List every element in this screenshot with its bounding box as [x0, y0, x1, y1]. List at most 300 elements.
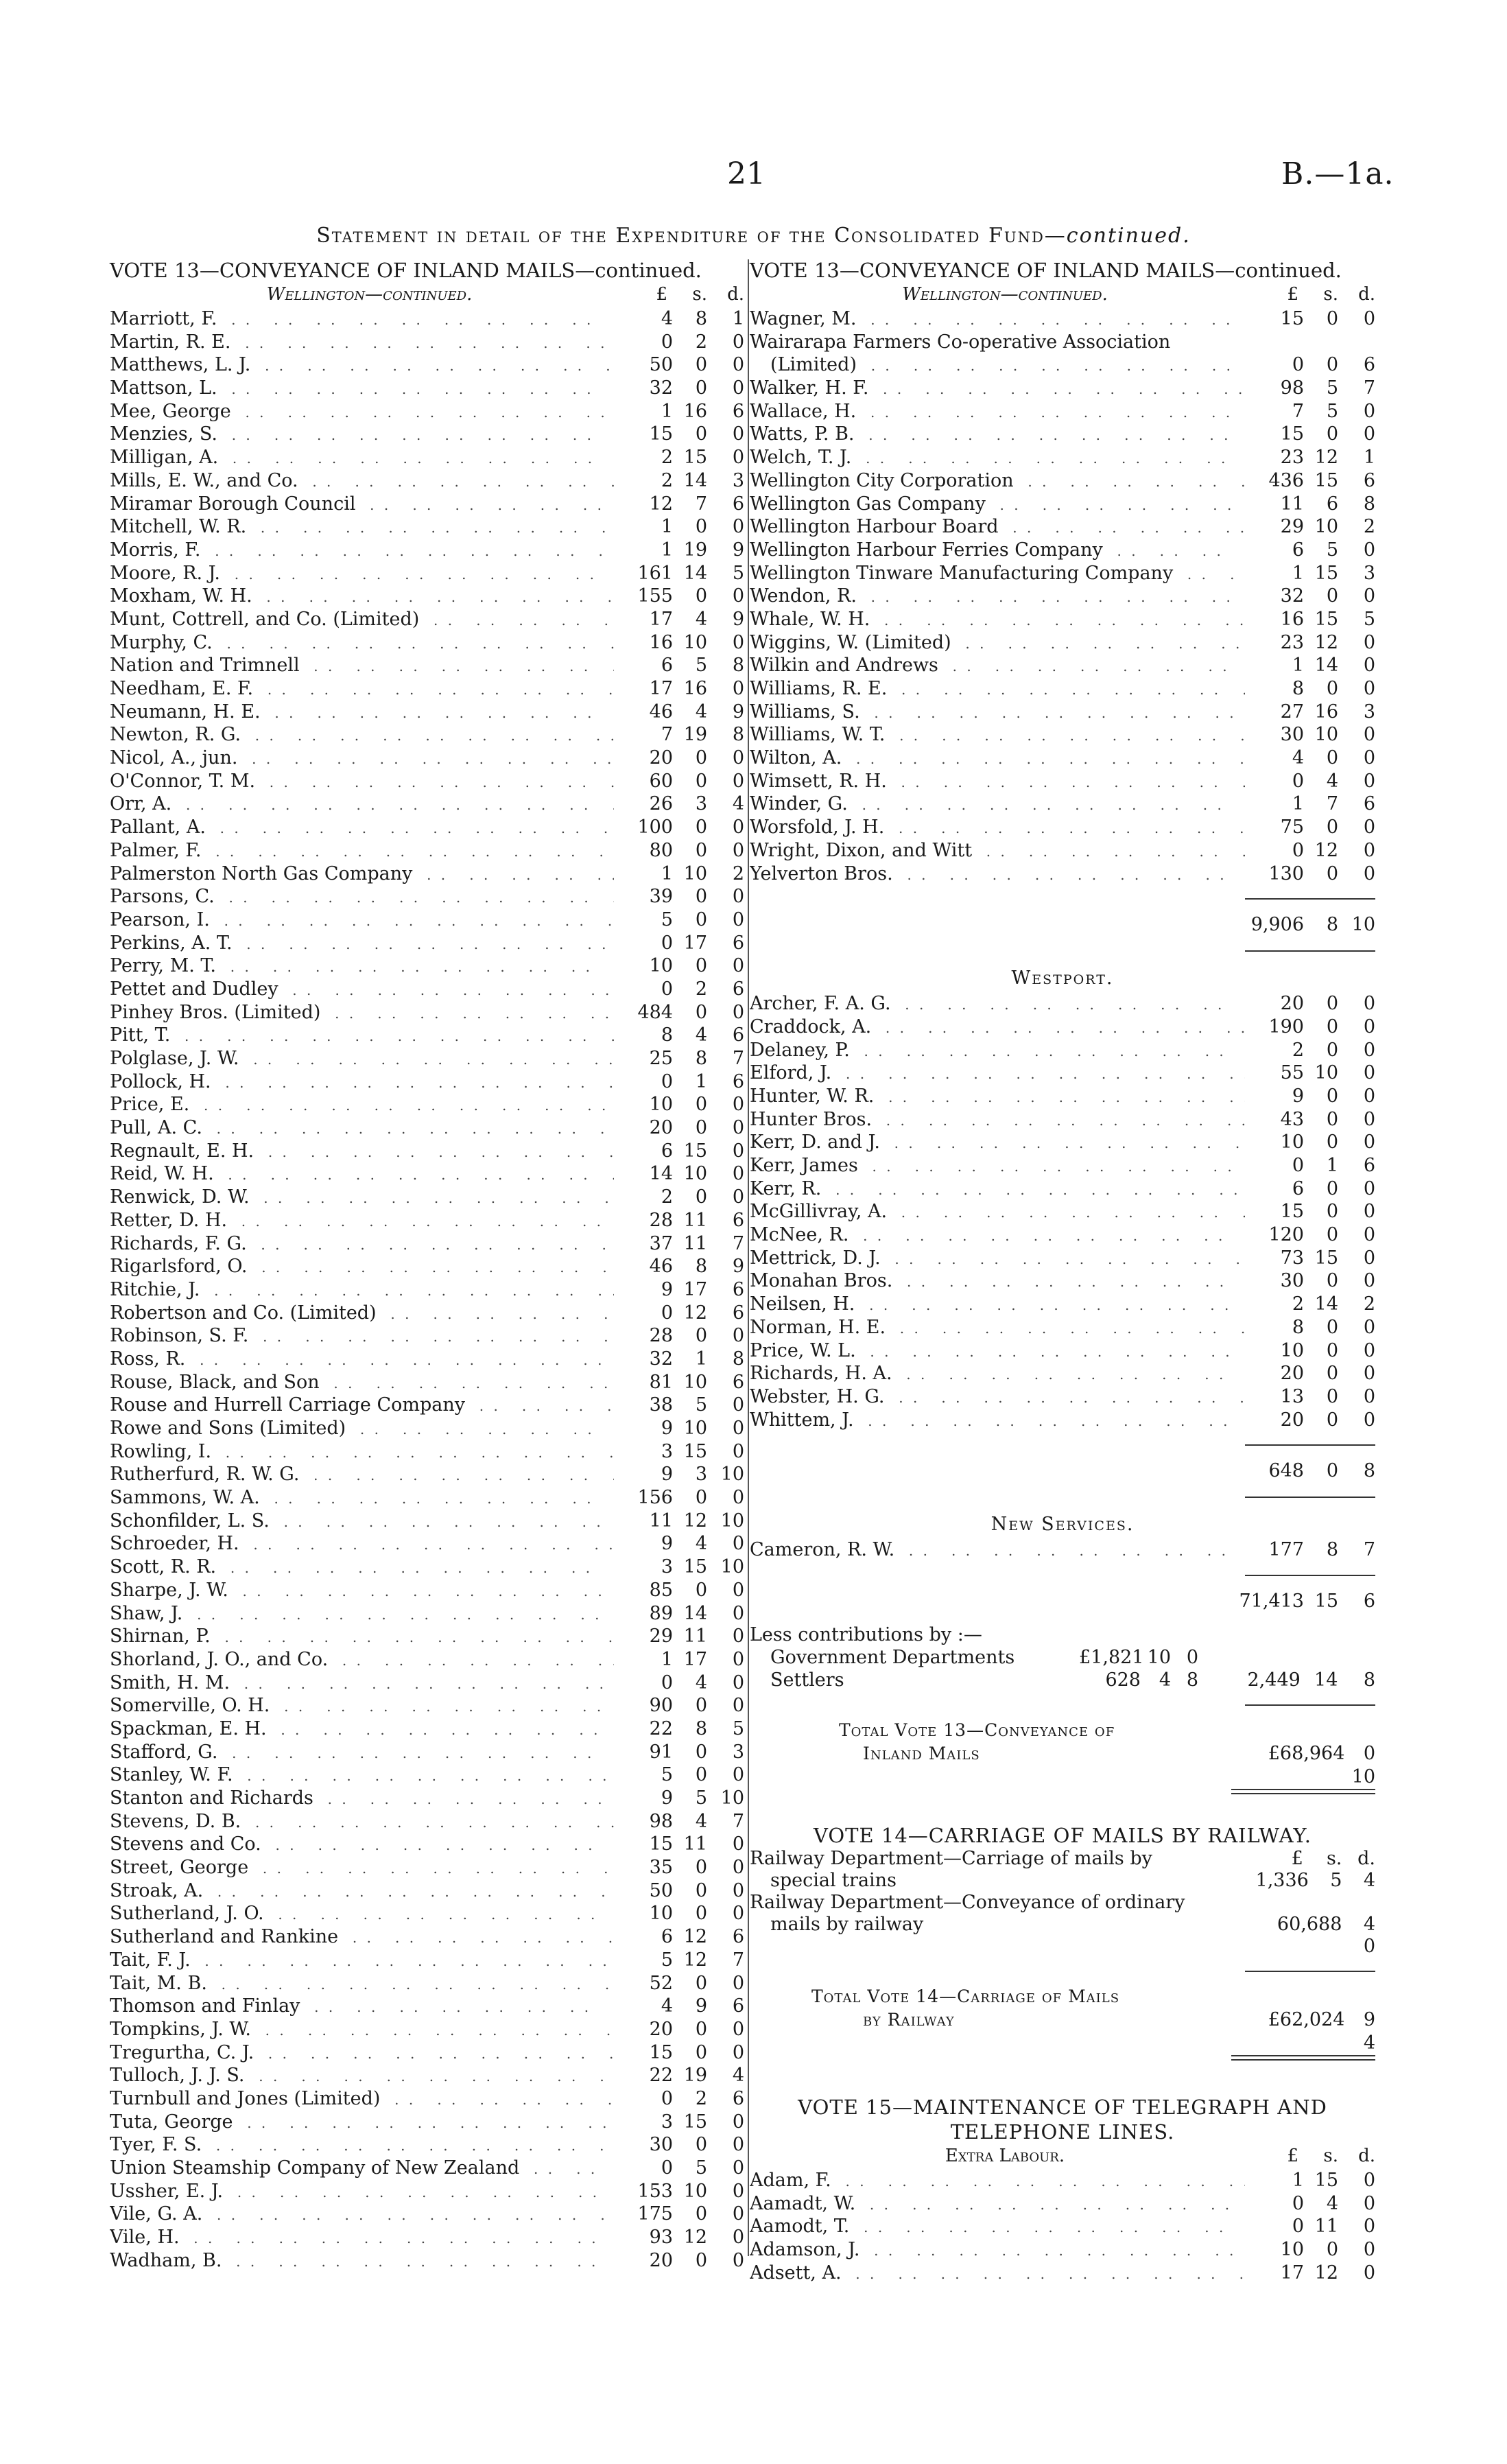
amount-pounds: 37	[649, 1232, 673, 1254]
amount-pence: 0	[732, 1140, 744, 1162]
amount-shillings: 15	[683, 1440, 707, 1462]
rail-row-2b	[750, 1914, 1375, 1958]
payee-name: Monahan Bros. . .	[750, 1269, 1245, 1294]
ledger-row	[750, 1016, 1375, 1039]
amount-shillings: 10	[1314, 724, 1338, 746]
amount-pence: 0	[732, 585, 744, 607]
currency-shillings-label: s.	[1323, 2145, 1338, 2166]
amount-pounds: 1	[661, 863, 673, 884]
amount-pence: 7	[1363, 1539, 1375, 1561]
amount-pounds: 6	[1292, 539, 1304, 561]
payee-name: Wilkin and Andrews . .	[750, 654, 1245, 679]
rail-row-2-shillings: 4	[1363, 1913, 1375, 1935]
payee-name: Sammons, W. A. . .	[110, 1486, 614, 1511]
ledger-row	[110, 1856, 744, 1879]
amount-shillings: 10	[683, 1163, 707, 1185]
ledger-row	[110, 2111, 744, 2134]
payee-name: Worsfold, J. H. . .	[750, 816, 1245, 841]
amount-shillings: 0	[695, 2018, 707, 2040]
amount-pounds: 177	[1268, 1539, 1304, 1561]
ledger-row	[110, 608, 744, 631]
amount-shillings: 5	[1326, 400, 1338, 422]
amount-shillings: 0	[695, 955, 707, 977]
ledger-row	[110, 1209, 744, 1232]
amount-pence: 6	[732, 400, 744, 422]
payee-name: Pitt, T. . .	[110, 1024, 614, 1048]
ledger-row	[110, 1162, 744, 1186]
payee-name: McNee, R. . .	[750, 1223, 1245, 1248]
payee-name: Martin, R. E. . .	[110, 331, 614, 355]
amount-pence: 0	[1363, 1039, 1375, 1061]
amount-pounds: 0	[1292, 839, 1304, 861]
amount-pence: 0	[1363, 2262, 1375, 2284]
amount-shillings: 14	[683, 562, 707, 584]
rail-row-1-pence: 4	[1363, 1869, 1375, 1891]
amount-shillings: 15	[683, 447, 707, 469]
rule-line	[750, 1562, 1375, 1589]
amount-pounds: 16	[649, 631, 673, 653]
amount-pence: 0	[732, 1440, 744, 1462]
amount-pence: 0	[1363, 1224, 1375, 1246]
ledger-row	[110, 2133, 744, 2157]
amount-pence: 3	[1363, 701, 1375, 723]
amount-pence: 0	[1363, 1247, 1375, 1269]
amount-shillings: 0	[695, 1741, 707, 1763]
amount-shillings: 5	[695, 1394, 707, 1416]
ledger-row	[110, 770, 744, 793]
amount-pence: 6	[732, 1070, 744, 1092]
amount-shillings: 8	[695, 1717, 707, 1739]
amount-pence: 0	[1363, 423, 1375, 445]
amount-pence: 3	[1363, 562, 1375, 584]
amount-shillings: 19	[683, 539, 707, 561]
amount-pounds: 22	[649, 1717, 673, 1739]
ledger-row	[750, 469, 1375, 493]
amount-pounds: 1	[1292, 562, 1304, 584]
rail-row-1-shillings: 5	[1330, 1869, 1342, 1891]
amount-shillings: 0	[695, 354, 707, 376]
amount-shillings: 12	[683, 2227, 707, 2249]
amount-pence: 2	[1363, 516, 1375, 538]
amount-pounds: 20	[649, 747, 673, 769]
payee-name: Nation and Trimnell . .	[110, 654, 614, 679]
amount-pence: 0	[732, 1602, 744, 1624]
amount-shillings: 0	[695, 886, 707, 908]
amount-shillings: 0	[1326, 1201, 1338, 1223]
amount-pounds: 11	[1280, 493, 1304, 515]
amount-shillings: 11	[683, 1209, 707, 1231]
amount-pence: 0	[1363, 1270, 1375, 1292]
amount-shillings: 0	[695, 377, 707, 399]
amount-shillings: 0	[1326, 1085, 1338, 1107]
amount-pence: 9	[732, 701, 744, 723]
amount-pounds: 10	[1280, 1131, 1304, 1153]
amount-pounds: 15	[1280, 308, 1304, 329]
amount-pence: 0	[732, 2180, 744, 2202]
payee-name: Pollock, H. . .	[110, 1070, 614, 1095]
amount-pounds: 0	[1292, 1155, 1304, 1176]
less-contributions-label-row	[750, 1623, 1375, 1646]
amount-pounds: 4	[661, 1995, 673, 2017]
amount-pence: 0	[1363, 839, 1375, 861]
amount-pence: 10	[720, 1556, 744, 1578]
ledger-row	[750, 353, 1375, 377]
payee-name: Marriott, F. . .	[110, 307, 614, 332]
amount-pence: 0	[732, 2203, 744, 2225]
amount-pounds: 43	[1280, 1108, 1304, 1130]
right-subheading-row	[750, 283, 1375, 307]
payee-name: Tyer, F. S. . .	[110, 2133, 614, 2158]
payee-name: Palmerston North Gas Company . .	[110, 863, 614, 887]
payee-name: Norman, H. E. . .	[750, 1316, 1245, 1341]
amount-pounds: 17	[1280, 2262, 1304, 2284]
amount-pounds: 25	[649, 1048, 673, 1069]
amount-shillings: 8	[695, 1256, 707, 1278]
payee-name: Tulloch, J. J. S. . .	[110, 2064, 614, 2089]
payee-name: O'Connor, T. M. . .	[110, 770, 614, 795]
ledger-row	[110, 1972, 744, 1995]
ledger-row	[110, 816, 744, 839]
currency-shillings-label: s.	[692, 284, 707, 305]
amount-shillings: 8	[695, 308, 707, 329]
ledger-row	[750, 2215, 1375, 2238]
amount-pence: 4	[732, 793, 744, 815]
payee-name: Wairarapa Farmers Co-operative Association	[750, 331, 1171, 353]
currency-shillings-label: s.	[1323, 284, 1338, 305]
amount-pence: 0	[1363, 1108, 1375, 1130]
amount-pence: 6	[732, 493, 744, 515]
amount-pence: 7	[732, 1048, 744, 1069]
ledger-row	[110, 2087, 744, 2111]
ledger-row	[110, 2064, 744, 2087]
ledger-row	[110, 978, 744, 1001]
payee-name: Schonfilder, L. S. . .	[110, 1510, 614, 1534]
amount-pence: 0	[732, 1903, 744, 1925]
amount-shillings: 0	[695, 516, 707, 538]
amount-pounds: 32	[649, 377, 673, 399]
ledger-row	[110, 1047, 744, 1070]
left-ledger-rows	[110, 307, 744, 2272]
amount-shillings: 11	[683, 1232, 707, 1254]
amount-shillings: 10	[683, 1371, 707, 1393]
ledger-row	[110, 562, 744, 585]
westport-total-pounds: 648	[1268, 1460, 1304, 1482]
amount-pence: 6	[732, 1926, 744, 1948]
amount-shillings: 17	[683, 1278, 707, 1300]
payee-name: Price, E. . .	[110, 1093, 614, 1118]
payee-name: Needham, E. F. . .	[110, 677, 614, 702]
amount-pence: 1	[1363, 447, 1375, 469]
vote14-currency-labels	[1245, 1848, 1375, 1870]
amount-pounds: 12	[649, 493, 673, 515]
amount-shillings: 0	[695, 747, 707, 769]
amount-pence: 5	[732, 562, 744, 584]
less-row-government	[750, 1646, 1375, 1669]
amount-pence: 0	[732, 1833, 744, 1855]
amount-pence: 0	[732, 631, 744, 653]
less-row-pence: 8	[1186, 1669, 1198, 1691]
amount-shillings: 0	[1326, 308, 1338, 329]
amount-pounds: 32	[1280, 585, 1304, 607]
ledger-row	[110, 932, 744, 955]
amount-shillings: 15	[1314, 562, 1338, 584]
wellington-total-pence: 10	[1351, 914, 1375, 936]
ledger-row	[750, 1339, 1375, 1363]
new-services-ledger-rows	[750, 1538, 1375, 1562]
amount-pence: 6	[732, 1302, 744, 1324]
ledger-row	[110, 539, 744, 562]
amount-pounds: 100	[637, 817, 673, 838]
amount-pence: 0	[1363, 724, 1375, 746]
rail-row-1-line1: Railway Department—Carriage of mails by	[750, 1847, 1152, 1869]
payee-name: Pinhey Bros. (Limited) . .	[110, 1001, 614, 1026]
payee-name: Tuta, George . .	[110, 2111, 614, 2135]
total-vote13-row-1	[750, 1719, 1375, 1742]
amount-pounds: 10	[649, 955, 673, 977]
payee-name: Sutherland and Rankine . .	[110, 1925, 614, 1950]
amount-shillings: 11	[683, 1626, 707, 1647]
payee-name: Wellington City Corporation . .	[750, 469, 1245, 494]
ledger-row	[110, 1741, 744, 1764]
payee-name: Turnbull and Jones (Limited) . .	[110, 2087, 614, 2112]
left-subheading: Wellington—continued.	[266, 284, 473, 305]
payee-name: Ross, R. . .	[110, 1348, 614, 1372]
rule-line	[750, 1431, 1375, 1459]
amount-pounds: 15	[649, 423, 673, 445]
ledger-row	[750, 1108, 1375, 1131]
rail-row-1	[750, 1848, 1375, 1870]
amount-shillings: 0	[1326, 1385, 1338, 1407]
amount-pence: 0	[1363, 1409, 1375, 1431]
amount-pence: 8	[732, 1348, 744, 1370]
currency-pence-label: d.	[1358, 284, 1375, 305]
amount-pence: 0	[732, 1186, 744, 1208]
amount-shillings: 4	[695, 701, 707, 723]
amount-pence: 2	[732, 863, 744, 884]
currency-shillings-label: s.	[1326, 1847, 1342, 1869]
ledger-row	[750, 446, 1375, 469]
ledger-row	[750, 562, 1375, 585]
statement-title-tail: continued.	[1066, 224, 1191, 248]
amount-pence: 5	[1363, 608, 1375, 630]
amount-shillings: 0	[695, 585, 707, 607]
amount-pounds: 73	[1280, 1247, 1304, 1269]
payee-name: Elford, J. . .	[750, 1061, 1245, 1086]
amount-pounds: 29	[649, 1626, 673, 1647]
amount-shillings: 5	[695, 1787, 707, 1809]
amount-shillings: 0	[1326, 2239, 1338, 2260]
amount-pounds: 15	[1280, 1201, 1304, 1223]
amount-pounds: 8	[1292, 678, 1304, 699]
currency-pence-label: d.	[1357, 1847, 1375, 1869]
amount-pounds: 46	[649, 701, 673, 723]
payee-name: Williams, W. T. . .	[750, 723, 1245, 748]
ledger-row	[110, 1625, 744, 1648]
amount-shillings: 0	[695, 908, 707, 930]
ledger-row	[110, 377, 744, 400]
payee-name: Palmer, F. . .	[110, 839, 614, 864]
ledger-row	[750, 608, 1375, 631]
amount-pence: 0	[1363, 1316, 1375, 1338]
amount-pence: 1	[732, 308, 744, 329]
grand-total-shillings: 15	[1314, 1590, 1338, 1612]
ledger-row	[110, 2203, 744, 2226]
amount-pence: 0	[732, 2227, 744, 2249]
amount-pounds: 8	[661, 1024, 673, 1046]
vote15-heading-2: TELEPHONE LINES.	[950, 2120, 1175, 2144]
amount-pounds: 1	[1292, 2169, 1304, 2191]
amount-shillings: 10	[683, 2180, 707, 2202]
amount-pounds: 28	[649, 1209, 673, 1231]
amount-pence: 0	[732, 1579, 744, 1601]
payee-name: Tait, M. B. . .	[110, 1972, 614, 1997]
payee-name: Rigarlsford, O. . .	[110, 1255, 614, 1280]
amount-pounds: 9	[1292, 1085, 1304, 1107]
amount-pence: 6	[1363, 1155, 1375, 1176]
amount-pounds: 5	[661, 1764, 673, 1786]
amount-shillings: 0	[695, 423, 707, 445]
amount-pounds: 52	[649, 1972, 673, 1994]
less-row-pence: 0	[1186, 1646, 1198, 1668]
ledger-row	[110, 1024, 744, 1047]
amount-shillings: 10	[1314, 1062, 1338, 1084]
amount-shillings: 15	[683, 2111, 707, 2133]
amount-pence: 0	[1363, 585, 1375, 607]
payee-name: Welch, T. J. . .	[750, 446, 1245, 471]
amount-pounds: 1	[1292, 655, 1304, 677]
amount-pounds: 1	[661, 516, 673, 538]
ledger-row	[110, 677, 744, 701]
less-total-shillings: 14	[1314, 1669, 1338, 1691]
less-row-shillings: 4	[1159, 1669, 1171, 1691]
amount-shillings: 0	[695, 1094, 707, 1116]
rail-row-2-line1: Railway Department—Conveyance of ordinary	[750, 1891, 1185, 1913]
payee-name: Stroak, A. . .	[110, 1879, 614, 1904]
amount-shillings: 5	[1326, 377, 1338, 399]
amount-pounds: 3	[661, 1556, 673, 1578]
amount-pounds: 2	[661, 469, 673, 491]
payee-name: Adamson, J. . .	[750, 2238, 1245, 2263]
amount-pounds: 9	[661, 1464, 673, 1486]
payee-name: Kerr, R. . .	[750, 1177, 1245, 1202]
amount-pounds: 15	[649, 1833, 673, 1855]
amount-pence: 0	[732, 1001, 744, 1023]
ledger-row	[110, 1324, 744, 1348]
ledger-row	[110, 747, 744, 770]
statement-title	[0, 224, 1507, 248]
amount-pence: 0	[732, 2018, 744, 2040]
total-vote13-pence: 10	[1351, 1765, 1375, 1787]
amount-shillings: 10	[683, 1418, 707, 1439]
amount-pence: 0	[732, 1626, 744, 1647]
ledger-row	[750, 654, 1375, 677]
amount-pounds: 35	[649, 1857, 673, 1879]
column-divider	[748, 259, 749, 2256]
total-vote14-shillings: 9	[1363, 2008, 1375, 2030]
amount-pounds: 0	[1292, 2192, 1304, 2214]
payee-name: (Limited) . .	[750, 353, 1245, 378]
ledger-row	[110, 1995, 744, 2018]
amount-shillings: 6	[1326, 493, 1338, 515]
amount-pounds: 38	[649, 1394, 673, 1416]
ledger-row	[110, 701, 744, 724]
payee-name: Rouse, Black, and Son . .	[110, 1371, 614, 1396]
less-row-pounds: 628	[1105, 1669, 1141, 1691]
amount-pounds: 484	[637, 1001, 673, 1023]
amount-pence: 6	[1363, 469, 1375, 491]
ledger-row	[750, 2192, 1375, 2216]
total-vote14-value	[1245, 2008, 1375, 2055]
amount-pounds: 1	[661, 1648, 673, 1670]
amount-shillings: 16	[1314, 701, 1338, 723]
amount-pounds: 2	[1292, 1039, 1304, 1061]
amount-pounds: 11	[649, 1510, 673, 1532]
amount-pence: 8	[1363, 493, 1375, 515]
amount-pounds: 156	[637, 1487, 673, 1509]
amount-shillings: 0	[695, 1487, 707, 1509]
amount-shillings: 0	[695, 2134, 707, 2156]
ledger-row	[110, 1671, 744, 1695]
amount-pence: 0	[1363, 817, 1375, 838]
payee-name: Wellington Tinware Manufacturing Company . .	[750, 562, 1245, 587]
amount-shillings: 0	[695, 817, 707, 838]
amount-pence: 10	[720, 1464, 744, 1486]
ledger-row	[110, 1070, 744, 1094]
amount-pounds: 26	[649, 793, 673, 815]
amount-shillings: 0	[1326, 1339, 1338, 1361]
payee-name: Robertson and Co. (Limited) . .	[110, 1302, 614, 1326]
payee-name: Tregurtha, C. J. . .	[110, 2041, 614, 2066]
payee-name: Whittem, J. . .	[750, 1409, 1245, 1433]
payee-name: Mee, George . .	[110, 400, 614, 425]
ledger-row	[750, 1362, 1375, 1385]
ledger-row	[110, 654, 744, 677]
amount-pounds: 28	[649, 1325, 673, 1347]
payee-name: Stevens, D. B. . .	[110, 1810, 614, 1835]
double-rule	[750, 1789, 1375, 1798]
ledger-row	[110, 1787, 744, 1810]
ledger-row	[110, 515, 744, 539]
amount-shillings: 9	[695, 1995, 707, 2017]
payee-name: Wellington Gas Company . .	[750, 493, 1245, 517]
amount-shillings: 4	[1326, 770, 1338, 792]
payee-name: Newton, R. G. . .	[110, 723, 614, 748]
ledger-row	[750, 423, 1375, 446]
amount-pounds: 15	[1280, 423, 1304, 445]
amount-shillings: 1	[695, 1348, 707, 1370]
amount-pounds: 32	[649, 1348, 673, 1370]
amount-shillings: 15	[683, 1140, 707, 1162]
payee-name: Price, W. L. . .	[750, 1339, 1245, 1364]
amount-pence: 0	[732, 1972, 744, 1994]
right-subheading: Wellington—continued.	[902, 284, 1108, 305]
payee-name: Archer, F. A. G. . .	[750, 992, 1245, 1017]
right-vote-heading: VOTE 13—CONVEYANCE OF INLAND MAILS—continued.	[750, 259, 1342, 282]
amount-pence: 0	[732, 1325, 744, 1347]
amount-shillings: 10	[683, 631, 707, 653]
amount-pounds: 30	[1280, 1270, 1304, 1292]
amount-pence: 8	[732, 655, 744, 677]
amount-pounds: 0	[661, 978, 673, 1000]
ledger-row	[750, 1538, 1375, 1562]
payee-name: Munt, Cottrell, and Co. (Limited) . .	[110, 608, 614, 633]
amount-shillings: 5	[695, 2157, 707, 2179]
payee-name: Winder, G. . .	[750, 793, 1245, 817]
page-reference: B.—1a.	[1281, 156, 1395, 191]
amount-pence: 0	[732, 331, 744, 353]
ledger-row	[110, 1371, 744, 1394]
amount-pence: 0	[732, 1857, 744, 1879]
